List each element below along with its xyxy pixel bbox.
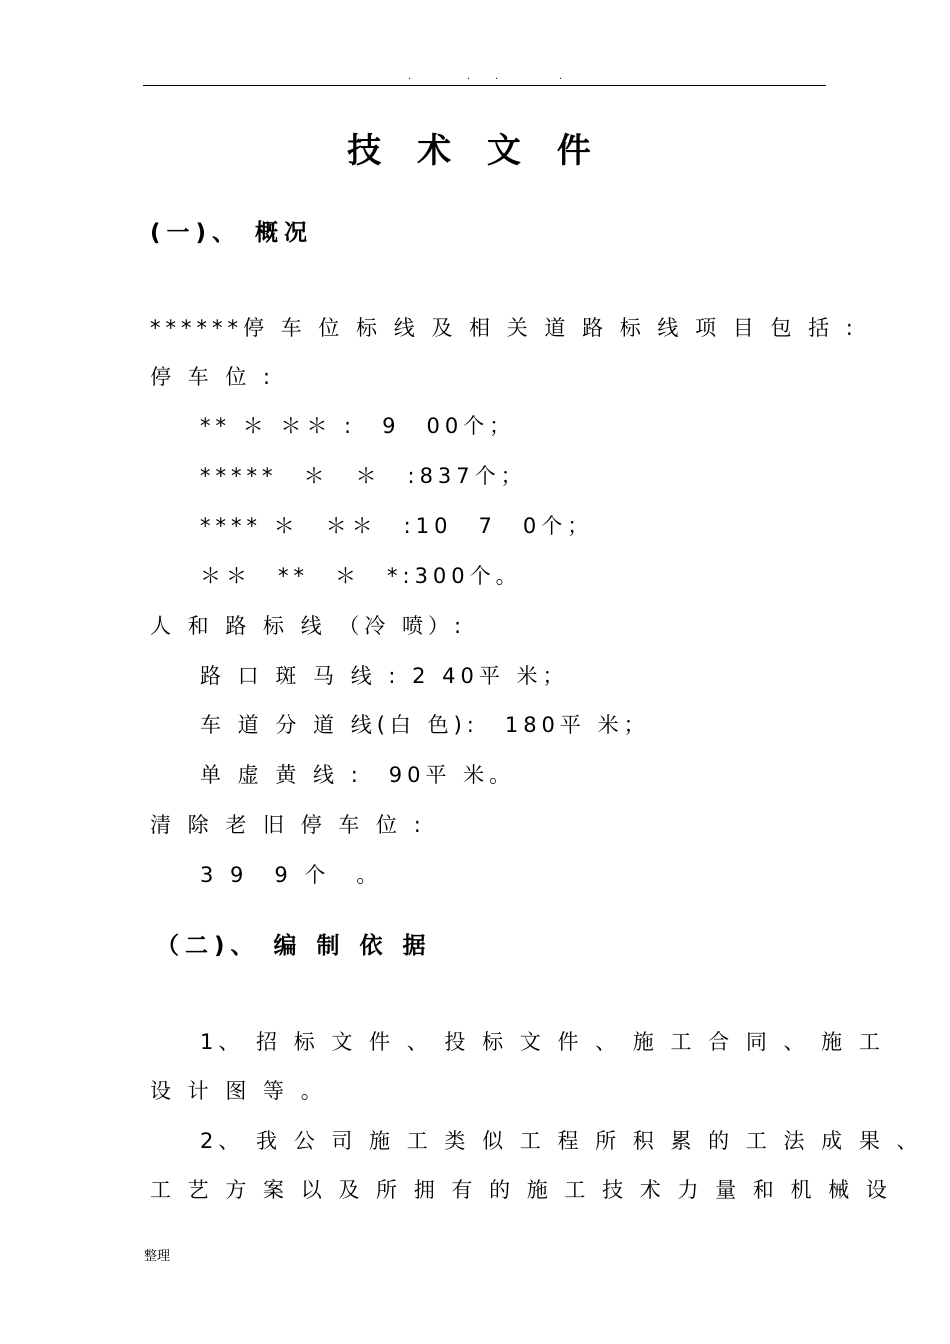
section-heading-basis: （二)、 编 制 依 据	[156, 933, 432, 959]
overview-intro: ******停 车 位 标 线 及 相 关 道 路 标 线 项 目 包 括 :	[150, 316, 858, 340]
paragraph-line: 1、 招 标 文 件 、 投 标 文 件 、 施 工 合 同 、 施 工	[200, 1030, 885, 1054]
header-dot: .	[495, 71, 499, 82]
header-dot: .	[559, 71, 563, 82]
section-heading-overview: (一)、 概况	[150, 220, 314, 246]
parking-item: **** ＊ ＊＊ :10 7 0个；	[200, 514, 594, 538]
header-dot: .	[408, 71, 412, 82]
crosswalk-item: 单 虚 黄 线 : 90平 米。	[200, 763, 516, 787]
parking-item: ** ＊ ＊＊ : 9 00个；	[200, 414, 516, 438]
clear-item: 3 9 9 个 。	[200, 863, 383, 887]
header-rule	[143, 85, 826, 86]
crosswalk-item: 路 口 斑 马 线 : 2 40平 米；	[200, 664, 569, 688]
clear-label: 清 除 老 旧 停 车 位 :	[150, 813, 426, 837]
paragraph-line: 设 计 图 等 。	[150, 1079, 327, 1103]
paragraph-line: 工 艺 方 案 以 及 所 拥 有 的 施 工 技 术 力 量 和 机 械 设	[150, 1178, 892, 1202]
footer-text: 整理	[144, 1249, 171, 1264]
parking-label: 停 车 位 :	[150, 365, 276, 389]
header-dots	[0, 70, 950, 84]
header-dot: .	[467, 71, 471, 82]
page-title: 技 术 文 件	[347, 131, 603, 171]
parking-item: ＊＊ ** ＊ *:300个。	[200, 564, 522, 588]
crosswalk-item: 车 道 分 道 线(白 色): 180平 米；	[200, 713, 650, 737]
parking-item: ***** ＊ ＊ :837个；	[200, 464, 527, 488]
crosswalk-label: 人 和 路 标 线 （冷 喷）:	[150, 614, 467, 638]
paragraph-line: 2、 我 公 司 施 工 类 似 工 程 所 积 累 的 工 法 成 果 、	[200, 1129, 923, 1153]
